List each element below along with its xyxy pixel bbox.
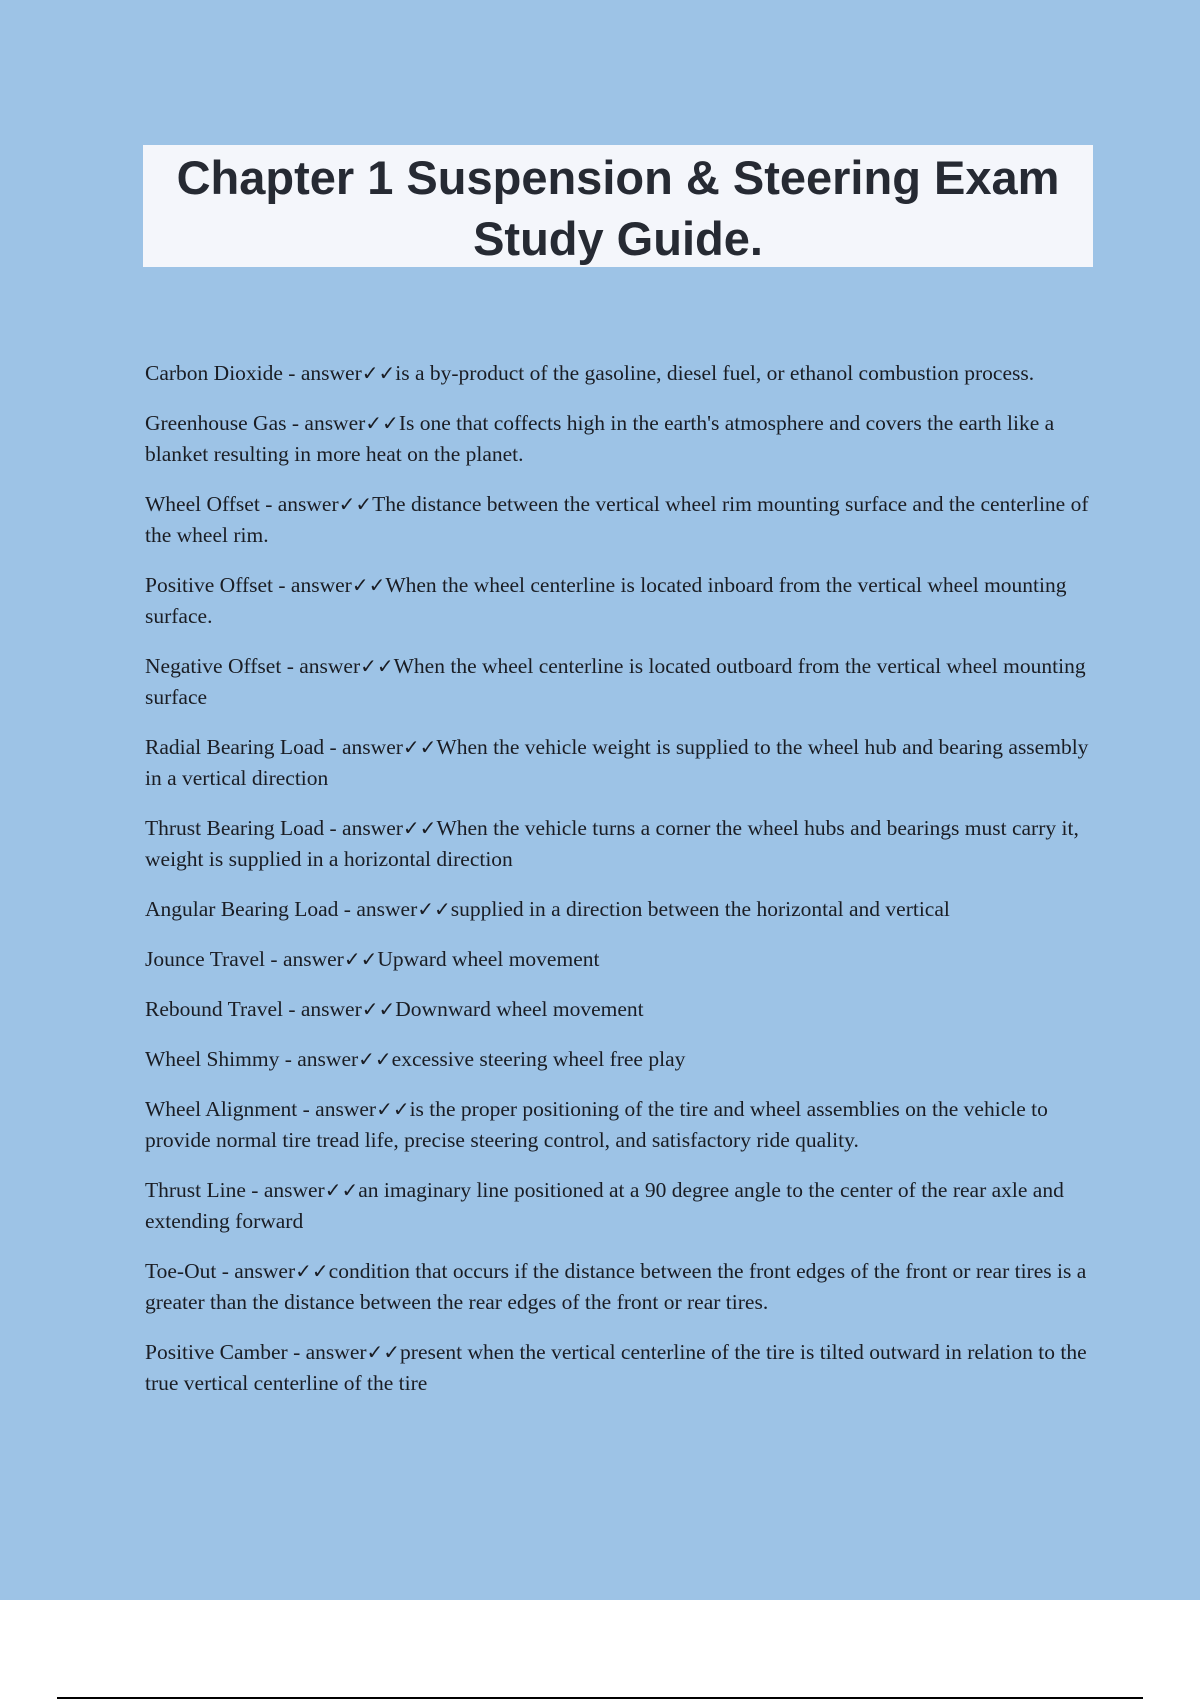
entry-definition: Upward wheel movement [377, 947, 600, 971]
study-entry [145, 1337, 1090, 1399]
study-entry [145, 813, 1090, 875]
entry-term: Greenhouse Gas - answer [145, 411, 366, 435]
study-guide-entries [145, 358, 1090, 1418]
double-check-icon: ✓✓ [343, 947, 378, 971]
double-check-icon: ✓✓ [417, 897, 451, 921]
entry-term: Wheel Shimmy - answer [145, 1047, 359, 1071]
double-check-icon: ✓✓ [338, 492, 373, 516]
entry-definition: is the proper positioning of the tire and wheel assemblies on the vehicle to provide normal tire tread life, precise steering control, and satisfactory ride quality. [145, 1097, 1048, 1152]
entry-term: Thrust Bearing Load - answer [145, 816, 403, 840]
entry-definition: present when the vertical centerline of the tire is tilted outward in relation to the true vertical centerline of the tire [145, 1340, 1087, 1395]
entry-definition: When the wheel centerline is located outboard from the vertical wheel mounting surface [145, 654, 1086, 709]
study-entry [145, 408, 1090, 470]
study-entry [145, 1175, 1090, 1237]
study-entry [145, 1044, 1090, 1075]
entry-definition: When the wheel centerline is located inboard from the vertical wheel mounting surface. [145, 573, 1067, 628]
entry-term: Negative Offset - answer [145, 654, 361, 678]
study-entry [145, 651, 1090, 713]
study-entry [145, 1094, 1090, 1156]
double-check-icon: ✓✓ [376, 1097, 410, 1121]
double-check-icon: ✓✓ [402, 735, 437, 759]
study-entry [145, 570, 1090, 632]
entry-definition: is a by-product of the gasoline, diesel fuel, or ethanol combustion process. [395, 361, 1035, 385]
entry-term: Angular Bearing Load - answer [145, 897, 418, 921]
study-entry [145, 994, 1090, 1025]
page-title-line-2: Study Guide. [473, 212, 763, 265]
entry-term: Wheel Offset - answer [145, 492, 339, 516]
entry-definition: When the vehicle weight is supplied to the wheel hub and bearing assembly in a vertical direction [145, 735, 1089, 790]
double-check-icon: ✓✓ [324, 1178, 359, 1202]
double-check-icon: ✓✓ [366, 1340, 401, 1364]
entry-definition: supplied in a direction between the horizontal and vertical [450, 897, 950, 921]
entry-term: Rebound Travel - answer [145, 997, 362, 1021]
entry-term: Positive Camber - answer [145, 1340, 367, 1364]
double-check-icon: ✓✓ [351, 573, 386, 597]
entry-definition: Downward wheel movement [395, 997, 644, 1021]
double-check-icon: ✓✓ [402, 816, 437, 840]
study-entry [145, 894, 1090, 925]
entry-definition: Is one that coffects high in the earth's atmosphere and covers the earth like a blanket resulting in more heat on the planet. [145, 411, 1055, 466]
entry-term: Thrust Line - answer [145, 1178, 325, 1202]
study-entry [145, 944, 1090, 975]
entry-term: Carbon Dioxide - answer [145, 361, 362, 385]
entry-definition: an imaginary line positioned at a 90 degree angle to the center of the rear axle and extending forward [145, 1178, 1064, 1233]
double-check-icon: ✓✓ [360, 654, 394, 678]
study-entry [145, 489, 1090, 551]
study-entry [145, 358, 1090, 389]
double-check-icon: ✓✓ [361, 997, 396, 1021]
study-entry [145, 1256, 1090, 1318]
study-entry [145, 732, 1090, 794]
title-box [143, 145, 1093, 267]
entry-term: Jounce Travel - answer [145, 947, 344, 971]
entry-definition: condition that occurs if the distance between the front edges of the front or rear tires is a greater than the distance between the rear edges of the front or rear tires. [145, 1259, 1087, 1314]
entry-term: Wheel Alignment - answer [145, 1097, 377, 1121]
entry-term: Toe-Out - answer [145, 1259, 296, 1283]
entry-definition: When the vehicle turns a corner the wheel hubs and bearings must carry it, weight is supplied in a horizontal direction [145, 816, 1079, 871]
entry-definition: excessive steering wheel free play [391, 1047, 686, 1071]
double-check-icon: ✓✓ [295, 1259, 329, 1283]
entry-definition: The distance between the vertical wheel rim mounting surface and the centerline of the wheel rim. [145, 492, 1089, 547]
bottom-divider [57, 1697, 1143, 1699]
entry-term: Radial Bearing Load - answer [145, 735, 403, 759]
double-check-icon: ✓✓ [358, 1047, 392, 1071]
entry-term: Positive Offset - answer [145, 573, 352, 597]
page-title-line-1: Chapter 1 Suspension & Steering Exam [176, 151, 1060, 204]
double-check-icon: ✓✓ [365, 411, 399, 435]
double-check-icon: ✓✓ [361, 361, 396, 385]
